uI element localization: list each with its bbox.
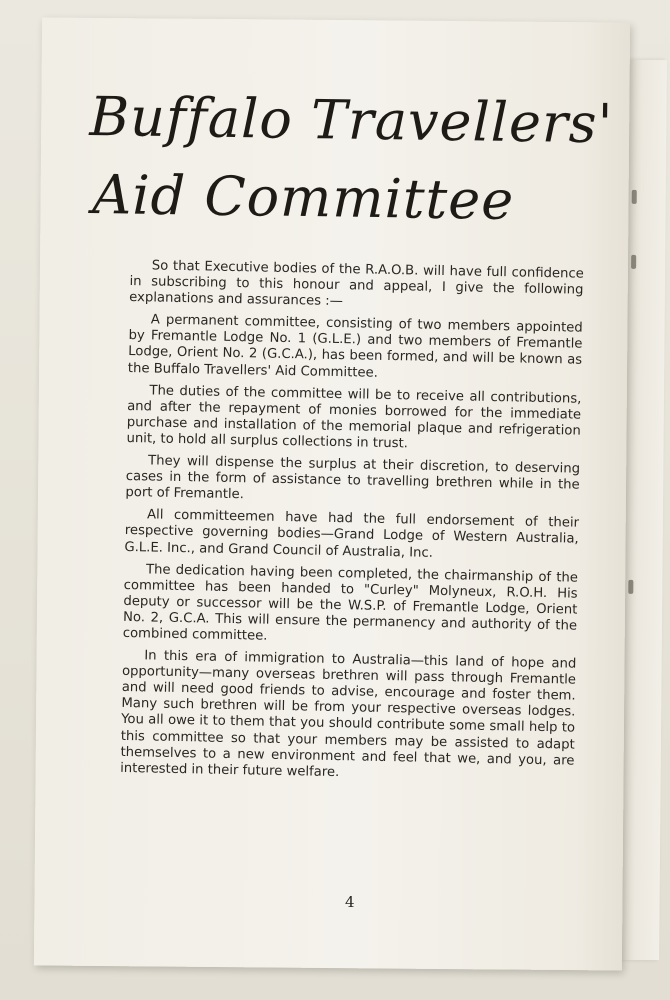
paragraph: In this era of immigration to Australia—this land of hope and opportunity—many overseas brethren will pass through Fremantle and will need good friends to advise, encourage and foster them. Many such brethren will be from your respective overseas lodges. You all owe it to them that you should contribute some small help to this committee so that your members may be assisted to adapt themselves to a new environment and feel that we, and you, are interested in their future welfare. <box>120 648 577 780</box>
paragraph: So that Executive bodies of the R.A.O.B. will have full confidence in subscribing to this honour and appeal, I give the following explanations and assurances :— <box>129 258 584 310</box>
paragraph: They will dispense the surplus at their discretion, to deserving cases in the form of assistance to travelling brethren while in the port of Fremantle. <box>125 453 581 503</box>
title-line-1: Buffalo Travellers' <box>89 84 614 156</box>
body-text <box>120 258 584 791</box>
staple <box>628 580 633 594</box>
staple <box>631 255 636 269</box>
paragraph: The dedication having been completed, the chairmanship of the committee has been handed to "Curley" Molyneux, R.O.H. His deputy or successor will be the W.S.P. of Fremantle Lodge, Orient No. 2, G.C.A. This will ensure the permanency and authority of the combined committee. <box>122 561 579 644</box>
page-title <box>88 78 614 241</box>
staple <box>632 190 637 204</box>
paragraph: The duties of the committee will be to receive all contributions, and after the repayment of monies borrowed for the immediate purchase and installation of the memorial plaque and refrigeration unit, to hold all surplus collections in trust. <box>126 383 582 452</box>
title-line-2: Aid Committee <box>91 163 515 232</box>
page-number: 4 <box>345 893 355 911</box>
paragraph: All committeemen have had the full endorsement of their respective governing bodies—Grand Lodge of Western Australia, G.L.E. Inc., and Grand Council of Australia, Inc. <box>124 507 580 561</box>
paragraph: A permanent committee, consisting of two members appointed by Fremantle Lodge No. 1 (G.L.E.) and two members of Fremantle Lodge, Orient No. 2 (G.C.A.), has been formed, and will be known as the Buffalo Travellers' Aid Committee. <box>127 312 583 381</box>
